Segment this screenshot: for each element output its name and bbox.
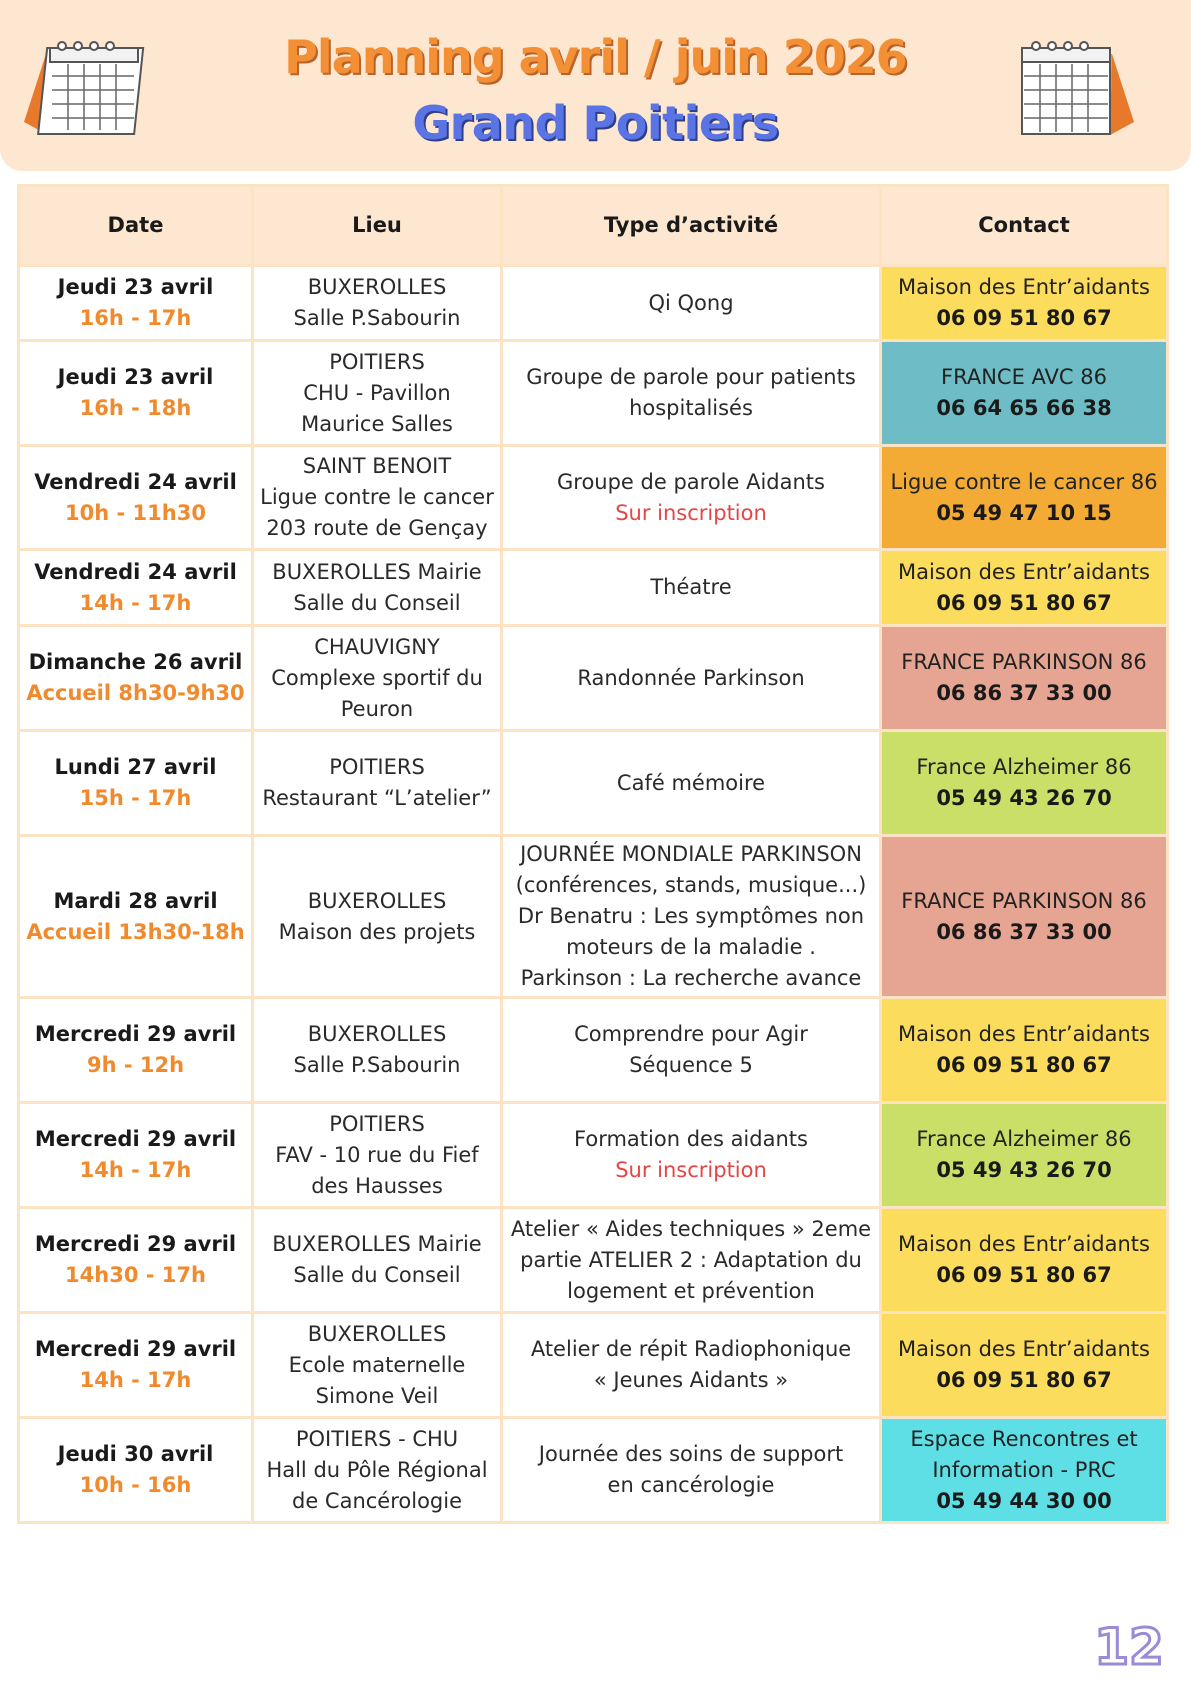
contact-org: Espace Rencontres et	[910, 1426, 1138, 1451]
activity-line: « Jeunes Aidants »	[593, 1368, 789, 1392]
event-time: 16h - 17h	[79, 306, 192, 330]
lieu-line: BUXEROLLES	[307, 888, 447, 913]
cell-contact	[881, 998, 1168, 1103]
cell-lieu	[253, 731, 502, 836]
cell-contact	[881, 266, 1168, 341]
activity-line: Théatre	[650, 575, 732, 599]
page-subtitle: Grand Poitiers	[412, 96, 779, 150]
contact-phone: 06 86 37 33 00	[936, 681, 1112, 705]
lieu-line: SAINT BENOIT	[302, 454, 452, 478]
cell-contact	[881, 1208, 1168, 1313]
cell-type	[502, 1418, 881, 1523]
planning-table	[17, 184, 1169, 1524]
cell-contact	[881, 1418, 1168, 1523]
contact-org: Maison des Entr’aidants	[898, 275, 1150, 299]
cell-date	[19, 1418, 253, 1523]
lieu-line: CHU - Pavillon	[303, 380, 451, 405]
activity-line: JOURNÉE MONDIALE PARKINSON	[520, 842, 862, 866]
event-date: Jeudi 23 avril	[57, 275, 214, 299]
contact-org: FRANCE PARKINSON 86	[901, 650, 1147, 674]
cell-type	[502, 998, 881, 1103]
activity-line: Qi Qong	[648, 290, 734, 315]
cell-lieu	[253, 998, 502, 1103]
lieu-line: BUXEROLLES Mairie	[272, 1232, 482, 1256]
cell-type	[502, 626, 881, 731]
cell-type	[502, 341, 881, 446]
lieu-line: FAV - 10 rue du Fief	[275, 1142, 479, 1167]
event-time: 10h - 16h	[79, 1473, 192, 1497]
lieu-line: POITIERS	[329, 1111, 425, 1136]
lieu-line: Salle du Conseil	[293, 590, 461, 615]
cell-lieu	[253, 266, 502, 341]
event-time: 16h - 18h	[79, 396, 192, 420]
event-time: 14h - 17h	[79, 1158, 192, 1182]
contact-org: FRANCE PARKINSON 86	[901, 888, 1147, 913]
event-time: 14h30 - 17h	[65, 1263, 206, 1287]
planning-body	[19, 266, 1168, 1523]
contact-phone: 06 86 37 33 00	[936, 919, 1112, 944]
lieu-line: 203 route de Gençay	[266, 516, 488, 540]
cell-type	[502, 550, 881, 626]
header-date: Date	[19, 186, 253, 266]
table-row	[19, 998, 1168, 1103]
event-date: Lundi 27 avril	[54, 755, 217, 779]
contact-org: Maison des Entr’aidants	[898, 1022, 1150, 1046]
contact-phone: 06 09 51 80 67	[936, 1263, 1112, 1287]
lieu-line: Salle du Conseil	[293, 1263, 461, 1287]
page-header	[0, 0, 1191, 171]
table-row	[19, 1313, 1168, 1418]
cell-contact	[881, 626, 1168, 731]
cell-contact	[881, 446, 1168, 550]
page-number-text: 12	[1094, 1618, 1164, 1674]
lieu-line: BUXEROLLES Mairie	[272, 559, 482, 584]
cell-date	[19, 1313, 253, 1418]
cell-lieu	[253, 550, 502, 626]
event-time: 14h - 17h	[79, 1368, 192, 1392]
activity-line: Groupe de parole pour patients	[526, 365, 856, 389]
cell-date	[19, 731, 253, 836]
lieu-line: BUXEROLLES	[307, 275, 447, 299]
cell-type	[502, 836, 881, 998]
event-time: 15h - 17h	[79, 786, 192, 810]
cell-type	[502, 731, 881, 836]
table-row	[19, 731, 1168, 836]
cell-type	[502, 446, 881, 550]
cell-lieu	[253, 446, 502, 550]
activity-line: (conférences, stands, musique...)	[515, 873, 867, 897]
lieu-line: Maurice Salles	[301, 411, 453, 436]
lieu-line: Complexe sportif du	[271, 665, 483, 690]
lieu-line: POITIERS - CHU	[295, 1426, 459, 1451]
table-row	[19, 550, 1168, 626]
lieu-line: de Cancérologie	[291, 1488, 463, 1513]
lieu-line: Salle P.Sabourin	[293, 306, 461, 330]
table-row	[19, 626, 1168, 731]
contact-phone: 06 09 51 80 67	[936, 306, 1112, 330]
cell-date	[19, 341, 253, 446]
cell-contact	[881, 1103, 1168, 1208]
contact-phone: 05 49 47 10 15	[936, 500, 1112, 525]
lieu-line: CHAUVIGNY	[314, 634, 440, 659]
event-date: Jeudi 23 avril	[57, 365, 214, 389]
contact-phone: 05 49 43 26 70	[936, 786, 1112, 810]
contact-org: Maison des Entr’aidants	[898, 1337, 1150, 1361]
page-title: Planning avril / juin 2026	[284, 30, 907, 84]
cell-type	[502, 1103, 881, 1208]
cell-type	[502, 1208, 881, 1313]
event-date: Mercredi 29 avril	[34, 1022, 237, 1046]
page-number	[1094, 1618, 1164, 1674]
activity-line: Séquence 5	[629, 1053, 753, 1077]
activity-line: Dr Benatru : Les symptômes non	[517, 904, 865, 928]
table-row	[19, 836, 1168, 998]
cell-lieu	[253, 341, 502, 446]
event-time: 9h - 12h	[86, 1053, 185, 1077]
calendar-icon	[1012, 40, 1142, 150]
header-lieu: Lieu	[253, 186, 502, 266]
contact-phone: 06 09 51 80 67	[936, 1368, 1112, 1392]
table-row	[19, 1208, 1168, 1313]
header-contact: Contact	[881, 186, 1168, 266]
lieu-line: POITIERS	[329, 755, 425, 779]
table-row	[19, 446, 1168, 550]
contact-org: FRANCE AVC 86	[941, 365, 1107, 389]
cell-lieu	[253, 1103, 502, 1208]
lieu-line: Restaurant “L’atelier”	[262, 786, 492, 810]
table-row	[19, 341, 1168, 446]
cell-lieu	[253, 626, 502, 731]
cell-date	[19, 1208, 253, 1313]
event-time: 10h - 11h30	[65, 500, 206, 525]
event-time: Accueil 13h30-18h	[26, 919, 245, 944]
cell-contact	[881, 731, 1168, 836]
cell-date	[19, 998, 253, 1103]
contact-org: France Alzheimer 86	[916, 755, 1132, 779]
cell-contact	[881, 836, 1168, 998]
lieu-line: Hall du Pôle Régional	[266, 1457, 488, 1482]
lieu-line: des Hausses	[311, 1173, 443, 1198]
lieu-line: Simone Veil	[315, 1383, 439, 1408]
contact-org: Maison des Entr’aidants	[898, 1232, 1150, 1256]
lieu-line: Peuron	[340, 696, 414, 721]
activity-line: Comprendre pour Agir	[574, 1022, 808, 1046]
lieu-line: Salle P.Sabourin	[293, 1053, 461, 1077]
event-date: Mardi 28 avril	[53, 888, 218, 913]
activity-line: Parkinson : La recherche avance	[520, 966, 862, 990]
cell-type	[502, 266, 881, 341]
activity-line: hospitalisés	[629, 396, 753, 420]
contact-org: France Alzheimer 86	[916, 1127, 1132, 1151]
lieu-line: Ligue contre le cancer	[260, 485, 494, 509]
activity-line: logement et prévention	[567, 1278, 815, 1303]
table-row	[19, 266, 1168, 341]
event-date: Mercredi 29 avril	[34, 1232, 237, 1256]
activity-line: Journée des soins de support	[538, 1442, 844, 1466]
contact-phone: 05 49 44 30 00	[936, 1488, 1112, 1513]
cell-lieu	[253, 836, 502, 998]
inscription-note: Sur inscription	[615, 1158, 767, 1182]
event-date: Mercredi 29 avril	[34, 1127, 237, 1151]
table-row	[19, 1103, 1168, 1208]
cell-lieu	[253, 1313, 502, 1418]
lieu-line: POITIERS	[329, 349, 425, 374]
contact-phone: 06 64 65 66 38	[936, 396, 1112, 420]
cell-date	[19, 1103, 253, 1208]
lieu-line: BUXEROLLES	[307, 1022, 447, 1046]
header-type: Type d’activité	[502, 186, 881, 266]
activity-line: Groupe de parole Aidants	[557, 469, 825, 494]
cell-date	[19, 836, 253, 998]
table-header-row	[19, 186, 1168, 266]
activity-line: en cancérologie	[607, 1473, 775, 1497]
event-date: Vendredi 24 avril	[34, 559, 237, 584]
cell-date	[19, 446, 253, 550]
cell-lieu	[253, 1208, 502, 1313]
contact-phone: 06 09 51 80 67	[936, 1053, 1112, 1077]
cell-lieu	[253, 1418, 502, 1523]
cell-type	[502, 1313, 881, 1418]
activity-line: Atelier de répit Radiophonique	[530, 1337, 852, 1361]
contact-org: Ligue contre le cancer 86	[890, 469, 1158, 494]
contact-org: Maison des Entr’aidants	[898, 559, 1150, 584]
activity-line: Atelier « Aides techniques » 2eme	[510, 1216, 872, 1241]
activity-line: Formation des aidants	[574, 1127, 808, 1151]
event-time: 14h - 17h	[79, 590, 192, 615]
event-time: Accueil 8h30-9h30	[26, 681, 245, 705]
contact-org: Information - PRC	[932, 1457, 1116, 1482]
activity-line: partie ATELIER 2 : Adaptation du	[520, 1247, 862, 1272]
activity-line: Café mémoire	[616, 770, 766, 795]
event-date: Mercredi 29 avril	[34, 1337, 237, 1361]
activity-line: moteurs de la maladie .	[566, 935, 816, 959]
cell-contact	[881, 550, 1168, 626]
cell-date	[19, 550, 253, 626]
activity-line: Randonnée Parkinson	[577, 665, 805, 690]
lieu-line: BUXEROLLES	[307, 1321, 447, 1346]
cell-date	[19, 266, 253, 341]
inscription-note: Sur inscription	[615, 500, 767, 525]
cell-date	[19, 626, 253, 731]
event-date: Dimanche 26 avril	[28, 650, 243, 674]
event-date: Jeudi 30 avril	[57, 1442, 214, 1466]
lieu-line: Ecole maternelle	[288, 1352, 466, 1377]
cell-contact	[881, 341, 1168, 446]
event-date: Vendredi 24 avril	[34, 469, 237, 494]
contact-phone: 05 49 43 26 70	[936, 1158, 1112, 1182]
cell-contact	[881, 1313, 1168, 1418]
lieu-line: Maison des projets	[278, 919, 476, 944]
contact-phone: 06 09 51 80 67	[936, 590, 1112, 615]
table-row	[19, 1418, 1168, 1523]
